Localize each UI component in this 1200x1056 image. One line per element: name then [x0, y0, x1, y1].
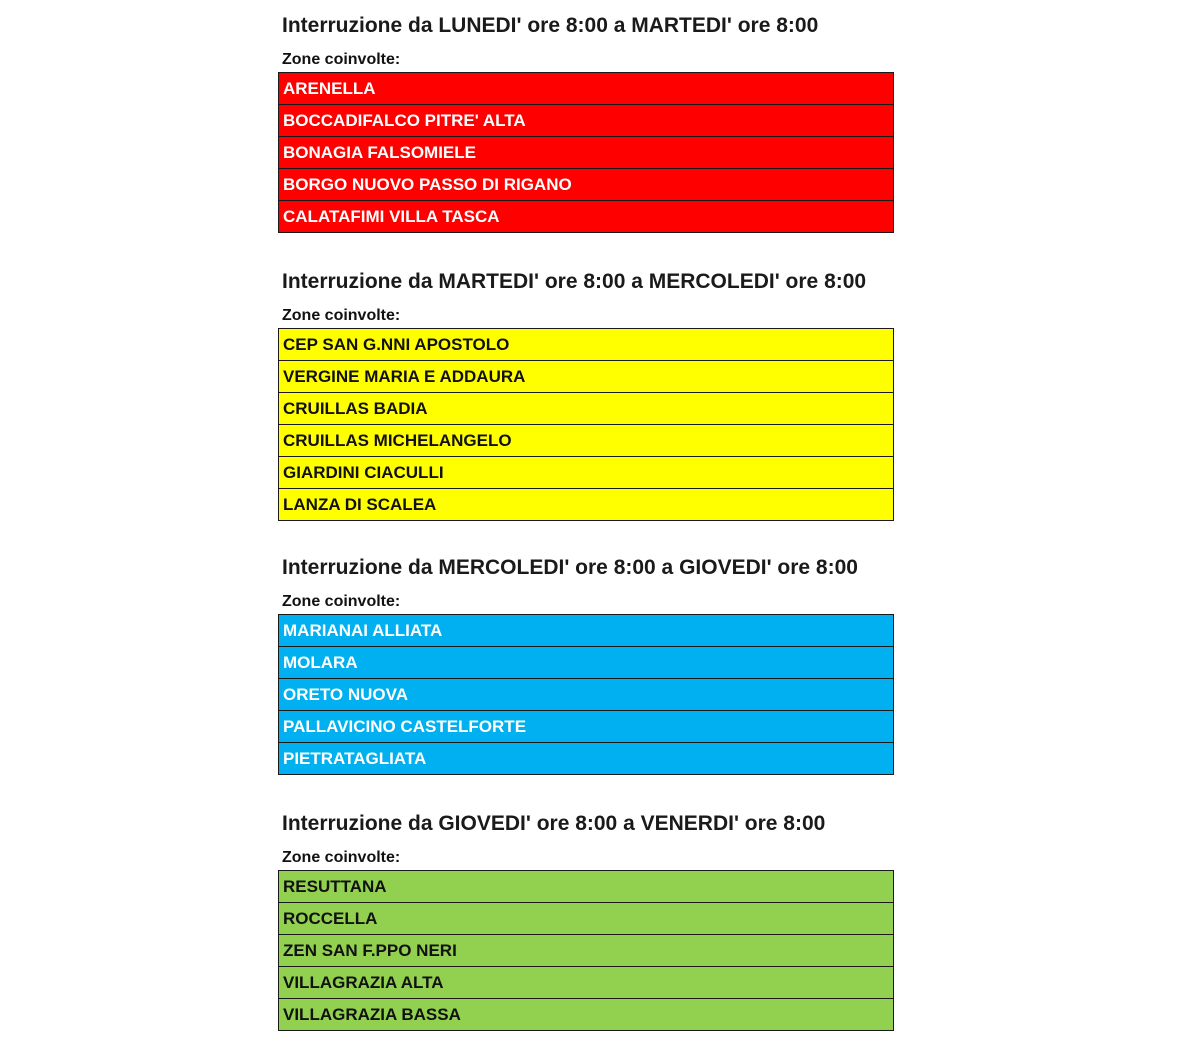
section-title: Interruzione da LUNEDI' ore 8:00 a MARTEDI' ore 8:00: [282, 14, 819, 37]
zone-row: ROCCELLA: [279, 903, 893, 935]
zone-row: MARIANAI ALLIATA: [279, 615, 893, 647]
zone-row: BONAGIA FALSOMIELE: [279, 137, 893, 169]
zone-row: ORETO NUOVA: [279, 679, 893, 711]
zone-row: ARENELLA: [279, 73, 893, 105]
section-monday: [278, 12, 894, 233]
zone-row: VILLAGRAZIA ALTA: [279, 967, 893, 999]
zone-table: [278, 72, 894, 233]
zone-table: [278, 870, 894, 1031]
zone-row: PIETRATAGLIATA: [279, 743, 893, 774]
section-thursday: [278, 810, 894, 1031]
section-title: Interruzione da MERCOLEDI' ore 8:00 a GIOVEDI' ore 8:00: [282, 556, 858, 579]
section-subtitle: Zone coinvolte:: [282, 51, 401, 68]
section-subtitle: Zone coinvolte:: [282, 307, 401, 324]
interruption-schedule: [278, 0, 894, 1031]
section-tuesday: [278, 268, 894, 521]
section-title: Interruzione da GIOVEDI' ore 8:00 a VENERDI' ore 8:00: [282, 812, 826, 835]
zone-row: MOLARA: [279, 647, 893, 679]
zone-row: PALLAVICINO CASTELFORTE: [279, 711, 893, 743]
zone-row: ZEN SAN F.PPO NERI: [279, 935, 893, 967]
section-wednesday: [278, 554, 894, 775]
zone-table: [278, 614, 894, 775]
zone-row: CRUILLAS BADIA: [279, 393, 893, 425]
zone-row: RESUTTANA: [279, 871, 893, 903]
zone-row: CALATAFIMI VILLA TASCA: [279, 201, 893, 232]
section-subtitle: Zone coinvolte:: [282, 593, 401, 610]
zone-row: BOCCADIFALCO PITRE' ALTA: [279, 105, 893, 137]
section-subtitle: Zone coinvolte:: [282, 849, 401, 866]
zone-row: CRUILLAS MICHELANGELO: [279, 425, 893, 457]
zone-row: CEP SAN G.NNI APOSTOLO: [279, 329, 893, 361]
section-title: Interruzione da MARTEDI' ore 8:00 a MERCOLEDI' ore 8:00: [282, 270, 867, 293]
zone-table: [278, 328, 894, 521]
zone-row: BORGO NUOVO PASSO DI RIGANO: [279, 169, 893, 201]
zone-row: VERGINE MARIA E ADDAURA: [279, 361, 893, 393]
zone-row: LANZA DI SCALEA: [279, 489, 893, 520]
zone-row: GIARDINI CIACULLI: [279, 457, 893, 489]
zone-row: VILLAGRAZIA BASSA: [279, 999, 893, 1030]
